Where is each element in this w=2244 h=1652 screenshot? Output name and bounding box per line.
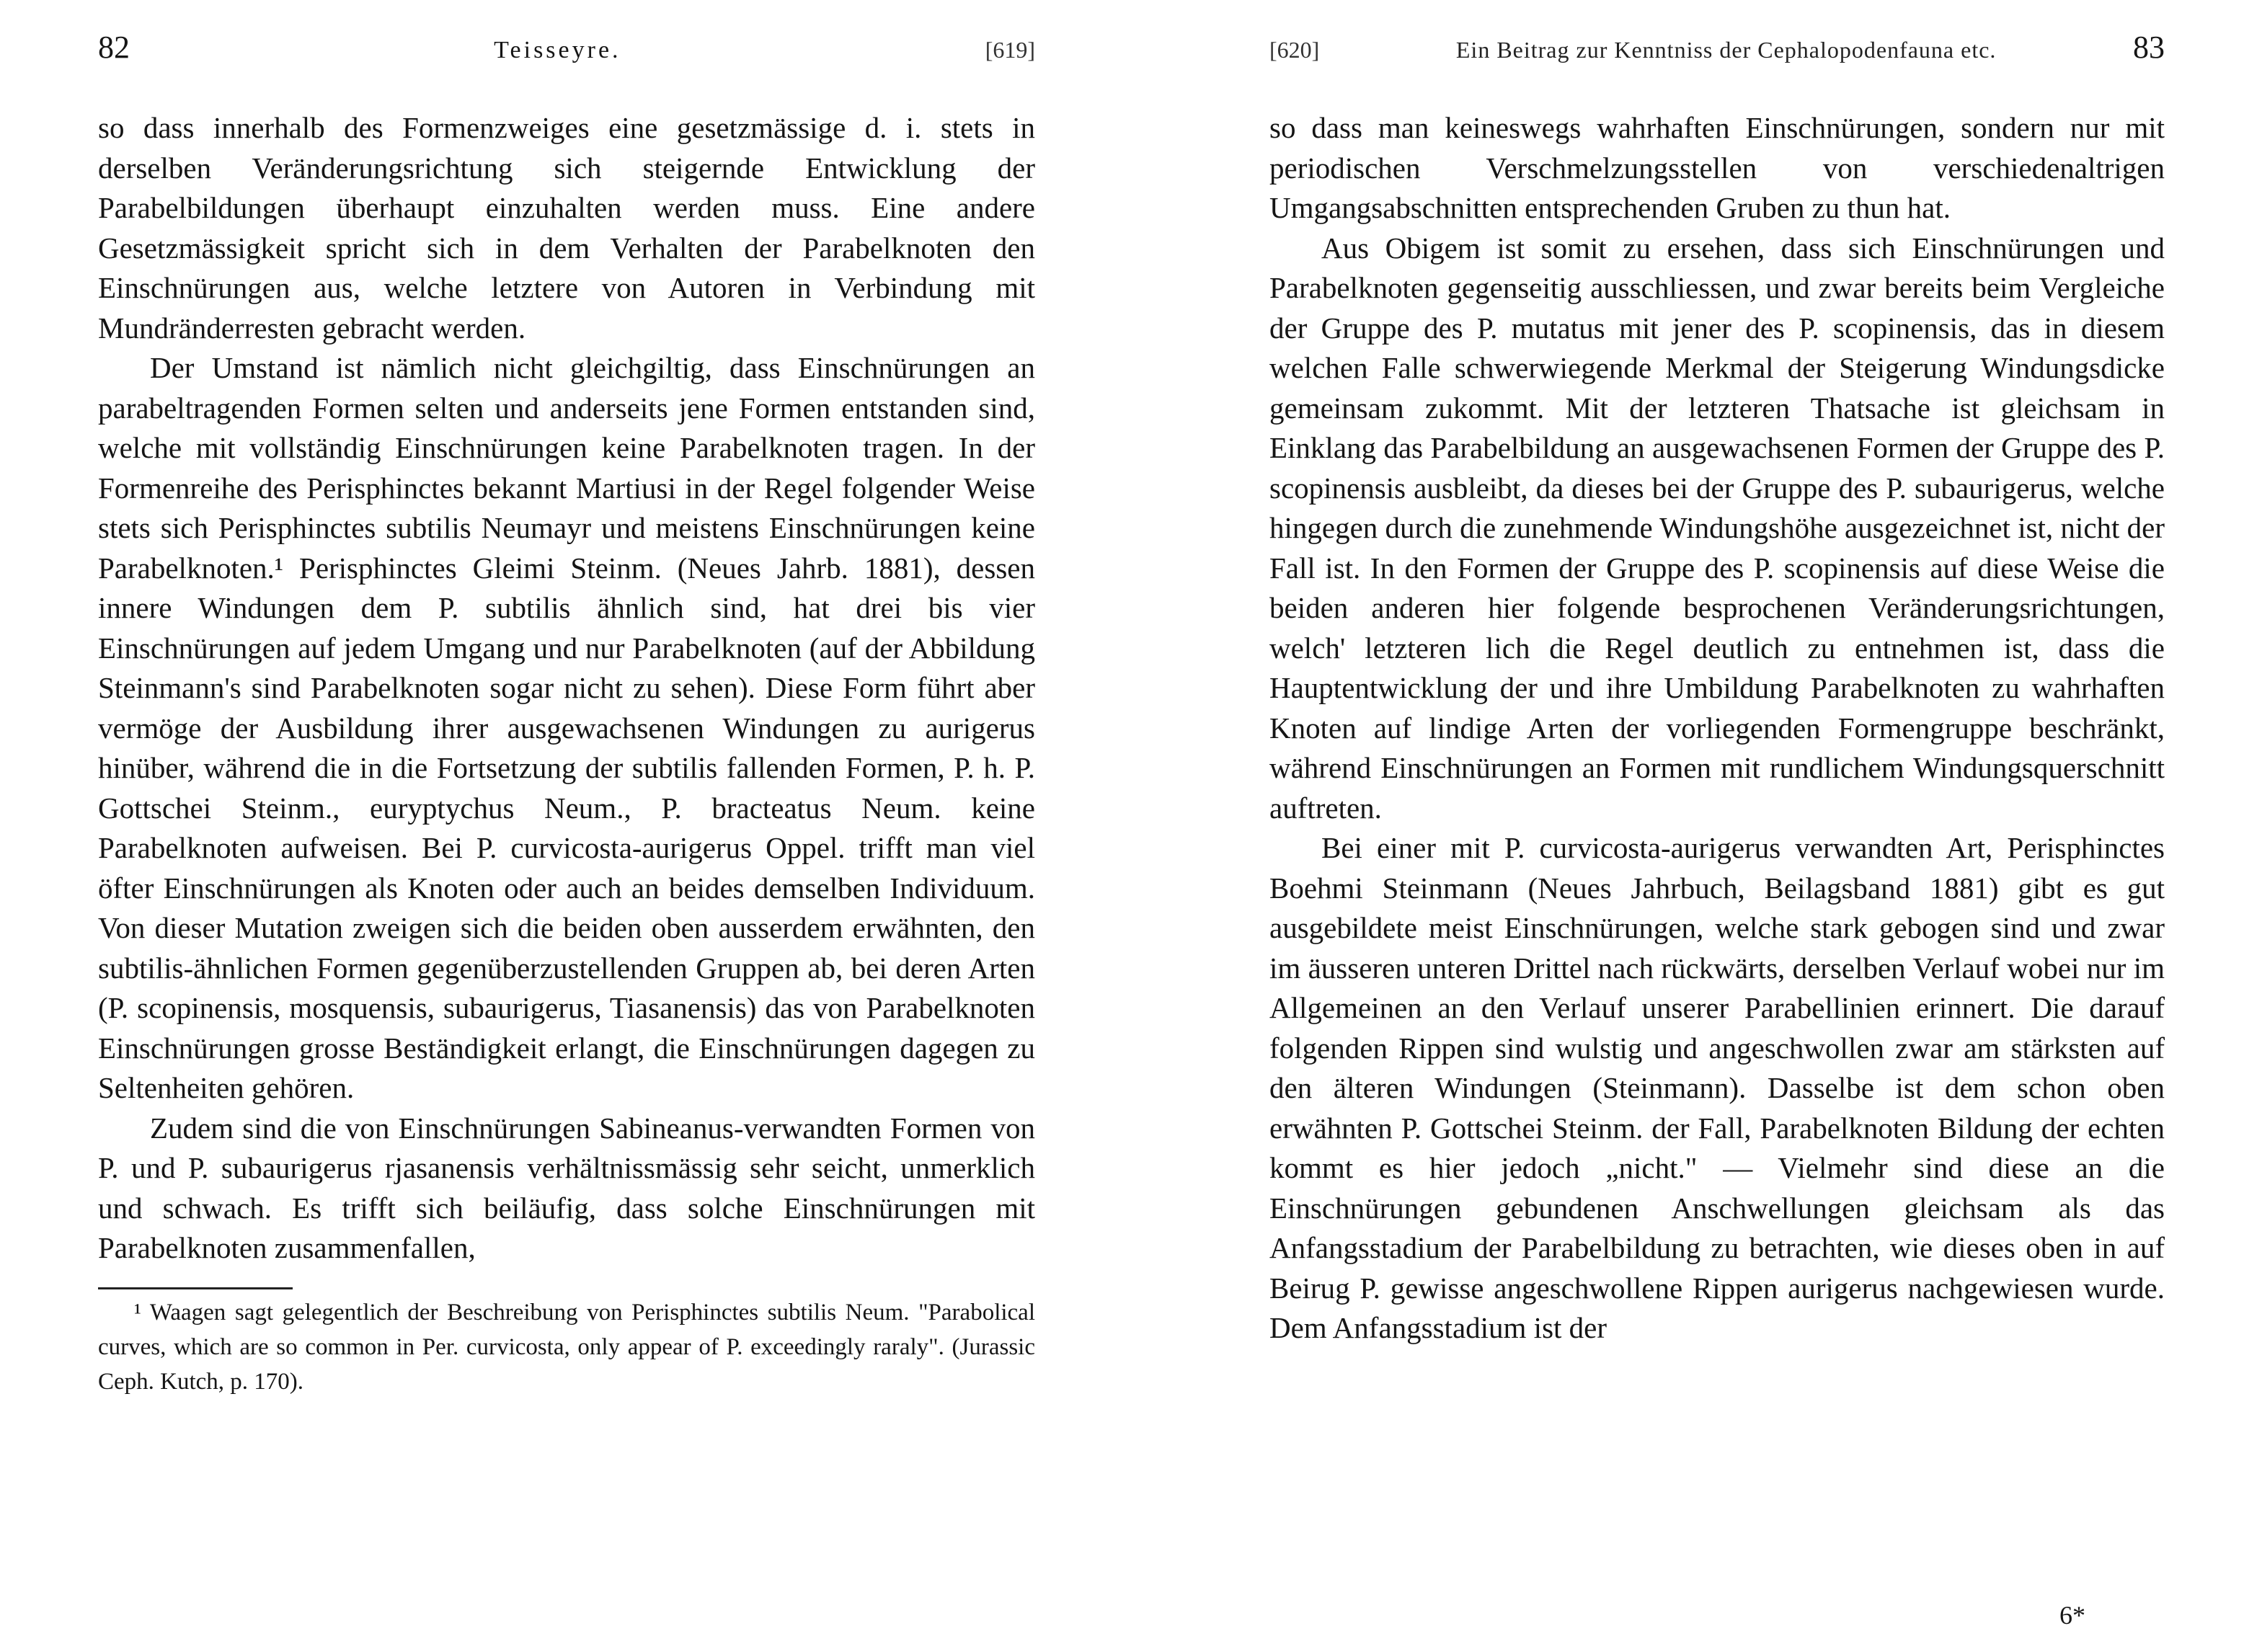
right-page	[1122, 0, 2244, 1652]
original-page-number: [620]	[1269, 37, 1320, 63]
left-page-header	[98, 29, 1035, 108]
signature-mark: 6*	[2059, 1601, 2085, 1630]
page-number: 82	[98, 30, 130, 65]
page-number: 83	[2132, 30, 2165, 65]
left-page-body	[98, 108, 1035, 1269]
right-page-header	[1269, 29, 2165, 108]
paragraph: so dass innerhalb des Formenzweiges eine gesetzmässige d. i. stets in derselben Veränderungsrichtung sich steigernde Entwicklung der Parabelbildungen überhaupt einzuhalten werden muss. Eine andere Gesetzmässigkeit spricht sich in dem Verhalten der Parabelknoten den Einschnürungen aus, welche letztere von Autoren in Verbindung mit Mundränderresten gebracht werden.	[98, 111, 1035, 345]
paragraph: Bei einer mit P. curvicosta-aurigerus verwandten Art, Perisphinctes Boehmi Steinmann (Neues Jahrbuch, Beilagsband 1881) gibt es gut ausgebildete meist Einschnürungen, welche stark gebogen sind und zwar im äusseren unteren Drittel nach rückwärts, derselben Verlauf wobei nur im Allgemeinen an den Verlauf unserer Parabellinien erinnert. Die darauf folgenden Rippen sind wulstig und angeschwollen zwar am stärksten auf den älteren Windungen (Steinmann). Dasselbe ist dem schon oben erwähnten P. Gottschei Steinm. der Fall, Parabelknoten Bildung der echten kommt es hier jedoch „nicht." — Vielmehr sind diese an die Einschnürungen gebundenen Anschwellungen gleichsam als das Anfangsstadium der Parabelbildung zu betrachten, wie dieses oben in auf Beirug P. gewisse angeschwollene Rippen aurigerus nachgewiesen wurde. Dem Anfangsstadium ist der	[1269, 831, 2165, 1344]
paragraph: Zudem sind die von Einschnürungen Sabineanus-verwandten Formen von P. und P. subaurigerus rjasanensis verhältnissmässig sehr seicht, unmerklich und schwach. Es trifft sich beiläufig, dass solche Einschnürungen mit Parabelknoten zusammenfallen,	[98, 1111, 1035, 1264]
paragraph: so dass man keineswegs wahrhaften Einschnürungen, sondern nur mit periodischen Verschmelzungsstellen von verschiedenaltrigen Umgangsabschnitten entsprechenden Gruben zu thun hat.	[1269, 111, 2165, 224]
original-page-number: [619]	[985, 37, 1035, 63]
right-page-body	[1269, 108, 2165, 1349]
paragraph: Der Umstand ist nämlich nicht gleichgiltig, dass Einschnürungen an parabeltragenden Formen selten und anderseits jene Formen entstanden sind, welche mit vollständig Einschnürungen keine Parabelknoten tragen. In der Formenreihe des Perisphinctes bekannt Martiusi in der Regel folgender Weise stets sich Perisphinctes subtilis Neumayr und meistens Einschnürungen keine Parabelknoten.¹ Perisphinctes Gleimi Steinm. (Neues Jahrb. 1881), dessen innere Windungen dem P. subtilis ähnlich sind, hat drei bis vier Einschnürungen auf jedem Umgang und nur Parabelknoten (auf der Abbildung Steinmann's sind Parabelknoten sogar nicht zu sehen). Diese Form führt aber vermöge der Ausbildung ihrer ausgewachsenen Windungen zu aurigerus hinüber, während die in die Fortsetzung der subtilis fallenden Formen, P. h. P. Gottschei Steinm., euryptychus Neum., P. bracteatus Neum. keine Parabelknoten aufweisen. Bei P. curvicosta-aurigerus Oppel. trifft man viel öfter Einschnürungen als Knoten oder auch an beides demselben Individuum. Von dieser Mutation zweigen sich die beiden oben ausserdem erwähnten, den subtilis-ähnlichen Formen gegenüberzustellenden Gruppen ab, bei deren Arten (P. scopinensis, mosquensis, subaurigerus, Tiasanensis) das von Parabelknoten Einschnürungen grosse Beständigkeit erlangt, die Einschnürungen dagegen zu Seltenheiten gehören.	[98, 351, 1035, 1104]
footnote-text: ¹ Waagen sagt gelegentlich der Beschreibung von Perisphinctes subtilis Neum. "Parabolical curves, which are so common in Per. curvicosta, only appear of P. exceedingly raraly". (Jurassic Ceph. Kutch, p. 170).	[98, 1299, 1035, 1395]
running-head: Ein Beitrag zur Kenntniss der Cephalopodenfauna etc.	[1455, 37, 1997, 63]
footnote	[98, 1295, 1035, 1399]
running-head: Teisseyre.	[494, 37, 621, 63]
footnote-rule	[98, 1287, 293, 1289]
paragraph: Aus Obigem ist somit zu ersehen, dass sich Einschnürungen und Parabelknoten gegenseitig ausschliessen, und zwar bereits beim Vergleiche der Gruppe des P. mutatus mit jener des P. scopinensis, das in diesem welchen Falle schwerwiegende Merkmal der Steigerung Windungsdicke gemeinsam zukommt. Mit der letzteren Thatsache ist gleichsam in Einklang das Parabelbildung an ausgewachsenen Formen der Gruppe des P. scopinensis ausbleibt, da dieses bei der Gruppe des P. subaurigerus, welche hingegen durch die zunehmende Windungshöhe ausgezeichnet ist, nicht der Fall ist. In den Formen der Gruppe des P. scopinensis auf diese Weise die beiden anderen hier folgende besprochenen Veränderungsrichtungen, welch' letzteren lich die Regel deutlich zu entnehmen ist, dass die Hauptentwicklung der und ihre Umbildung Parabelknoten zu wahrhaften Knoten auf lindige Arten der vorliegenden Formengruppe beschränkt, während Einschnürungen an Formen mit rundlichem Windungsquerschnitt auftreten.	[1269, 231, 2165, 825]
